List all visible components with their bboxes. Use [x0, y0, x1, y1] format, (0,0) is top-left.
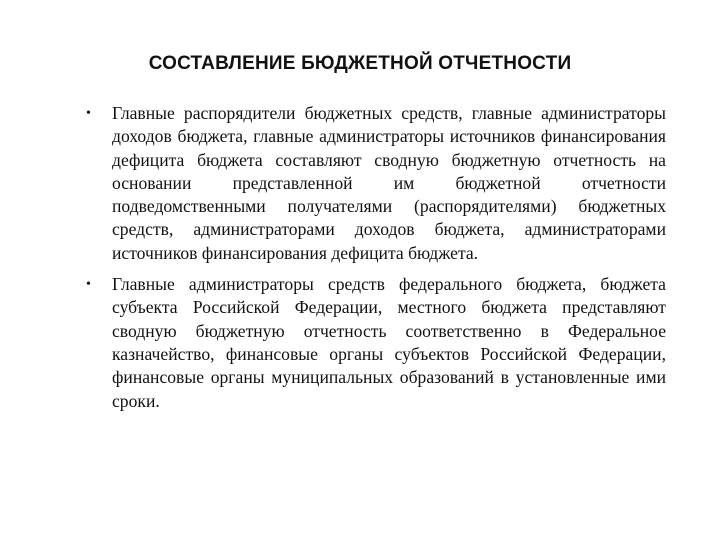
- bullet-text: Главные администраторы средств федерального бюджета, бюджета субъекта Российской Федерации, местного бюджета представляют сводную бюджетную отчетность соответственно в Федеральное казначейство, финансовые органы субъектов Российской Федерации, финансовые органы муниципальных образований в установленные ими сроки.: [112, 274, 666, 411]
- bullet-icon: •: [86, 106, 91, 121]
- bullet-icon: •: [86, 277, 91, 293]
- slide-title: СОСТАВЛЕНИЕ БЮДЖЕТНОЙ ОТЧЕТНОСТИ: [148, 53, 572, 74]
- bullet-item: [82, 102, 666, 265]
- bullet-text: Главные распорядители бюджетных средств, главные администраторы доходов бюджета, главные администраторы источников финансирования дефицита бюджета составляют сводную бюджетную отчетность на основании представленной им бюджетной отчетности подведомственными получателями (распорядителями) бюджетных средств, администраторами доходов бюджета, администраторами источников финансирования дефицита бюджета.: [112, 103, 666, 263]
- bullet-item: [82, 273, 666, 413]
- bullet-list: [82, 102, 666, 421]
